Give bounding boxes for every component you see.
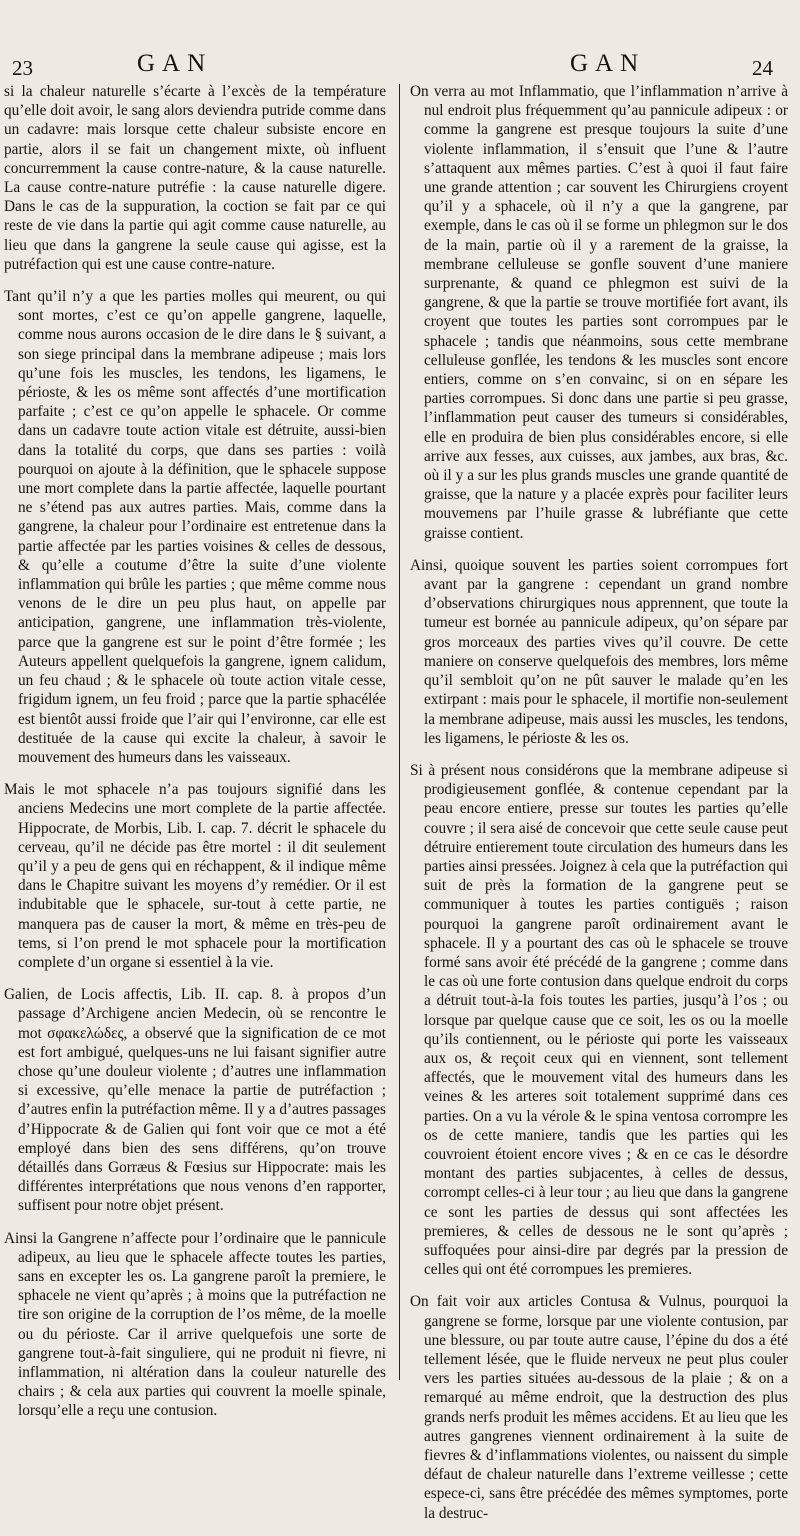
right-page-number: 24 <box>752 56 773 80</box>
left-running-head: GAN <box>137 50 213 77</box>
paragraph: Galien, de Locis affectis, Lib. II. cap. 8. à propos d’un passage d’Archigene ancien Medecin, où se rencontre le mot σφακελώδες, a observé que la signification de ce mot est fort ambigué, quelques-uns ne lui faisant signifier autre chose qu’une douleur violente ; d’autres une inflammation si excessive, qu’elle menace la partie de putréfaction ; d’autres enfin la putréfaction même. Il y a d’autres passages d’Hippocrate & de Galien qui font voir que ce mot a été employé dans bien des sens différens, qu’on trouve détaillés dans Gorræus & Fœsius sur Hippocrate: mais les différentes interprétations que nous venons d’en rapporter, suffisent pour notre objet présent. <box>4 986 386 1215</box>
paragraph: Tant qu’il n’y a que les parties molles qui meurent, ou qui sont mortes, c’est ce qu’on appelle gangrene, laquelle, comme nous aurons occasion de le dire dans le § suivant, a son siege principal dans la membrane adipeuse ; mais lors qu’une fois les muscles, les tendons, les ligamens, le périoste, & les os même sont affectés d’une mortification parfaite ; c’est ce qu’on appelle le sphacele. Or comme dans un cadavre toute action vitale est détruite, aussi-bien dans la totalité du corps, que dans ses parties : voilà pourquoi on ajoute à la définition, que le sphacele suppose une mort complete dans la partie affectée, laquelle pourtant ne s’étend pas aux autres parties. Mais, comme dans la gangrene, la chaleur pour l’ordinaire est entretenue dans la partie affectée par les parties voisines & celles de dessous, & qu’elle a coutume d’être la suite d’une violente inflammation qui brûle les parties ; que même comme nous venons de le dire un peu plus haut, on appelle par anticipation, gangrene, une inflammation très-violente, parce que la gangrene est sur le point d’être formée ; les Auteurs appellent quelquefois la gangrene, ignem calidum, un feu chaud ; & le sphacele où toute action vitale cesse, frigidum ignem, un feu froid ; parce que la partie sphacélée est bientôt aussi froide que l’air qui l’environne, car elle est destituée de la cause qui excite la chaleur, à savoir le mouvement des humeurs dans les vaisseaux. <box>4 288 386 766</box>
right-column <box>410 82 788 1536</box>
left-page-number: 23 <box>12 56 33 80</box>
paragraph: Ainsi la Gangrene n’affecte pour l’ordinaire que le pannicule adipeux, au lieu que le sphacele affecte toutes les parties, sans en excepter les os. La gangrene paroît la premiere, le sphacele ne vient qu’après ; à moins que la putréfaction ne tire son origine de la corruption de l’os même, de la moelle ou du périoste. Car il arrive quelquefois une sorte de gangrene tout-à-fait singuliere, qui ne produit ni fievre, ni inflammation, ni altération dans la couleur naturelle des chairs ; & cela aux parties qui couvrent la moelle spinale, lorsqu’elle a reçu une contusion. <box>4 1229 386 1420</box>
paragraph: On fait voir aux articles Contusa & Vulnus, pourquoi la gangrene se forme, lorsque par une violente contusion, par une blessure, ou par toute autre cause, l’épine du dos a été tellement lésée, que le fluide nerveux ne peut plus couler vers les parties situées au-dessous de la plaie ; & on a remarqué au même endroit, que la destruction des plus grands nerfs produit les mêmes accidens. Et au lieu que les autres gangrenes viennent ordinairement à la suite de fievres & d’inflammations violentes, ou naissent du simple défaut de chaleur naturelle dans l’extreme veillesse ; cette espece-ci, sans être précédée des mêmes symptomes, porte la destruc- <box>410 1293 788 1522</box>
column-divider <box>399 84 400 1380</box>
left-column <box>4 82 386 1434</box>
paragraph: si la chaleur naturelle s’écarte à l’excès de la température qu’elle doit avoir, le sang alors deviendra putride comme dans un cadavre: mais lorsque cette chaleur subsiste encore en partie, alors il se fait un changement mixte, où influent concurremment la cause contre-nature, & la cause naturelle. La cause contre-nature putréfie : la cause naturelle digere. Dans le cas de la suppuration, la coction se fait par ce qui reste de vie dans la partie qui agit comme cause naturelle, au lieu que dans la gangrene la seule cause qui agisse, est la putréfaction qui est une cause contre-nature. <box>4 83 386 273</box>
paragraph: Si à présent nous considérons que la membrane adipeuse si prodigieusement gonflée, & contenue cependant par la peau encore entiere, presse sur toutes les parties qu’elle couvre ; il sera aisé de concevoir que cette seule cause peut détruire entierement toute circulation des humeurs dans les parties ainsi pressées. Joignez à cela que la putréfaction qui suit de près la formation de la gangrene peut se communiquer à toutes les parties contiguës ; raison pourquoi la gangrene paroît ordinairement avant le sphacele. Il y a pourtant des cas où le sphacele se trouve formé sans avoir été précédé de la gangrene ; comme dans le cas où une forte contusion dans quelque endroit du corps a détruit tout-à-la fois toutes les parties, jusqu’à l’os ; ou lorsque par quelque cause que ce soit, les os ou la moelle qu’ils contiennent, ou le périoste qui porte les vaisseaux aux os, & reçoit ceux qui en viennent, sont tellement affectés, que le mouvement vital des humeurs dans les veines & les arteres soit totalement supprimé dans ces parties. On a vu la vérole & le spina ventosa corrompre les os de cette maniere, tandis que les parties qui les couvroient étoient encore vives ; & en ce cas le désordre montant des parties subjacentes, à celles de dessus, corrompt celles-ci à leur tour ; au lieu que dans la gangrene ce sont les parties de dessus qui sont affectées les premieres, & celles de dessous ne le sont qu’après ; suffoquées pour ainsi-dire par degrés par la pression de celles qui ont été corrompues les premieres. <box>410 761 788 1279</box>
paragraph: On verra au mot Inflammatio, que l’inflammation n’arrive à nul endroit plus fréquemment qu’au pannicule adipeux : or comme la gangrene est presque toujours la suite d’une violente inflammation, il s’ensuit que l’une & l’autre s’attaquent aux mêmes parties. C’est à quoi il faut faire une grande attention ; car souvent les Chirurgiens croyent qu’il y a sphacele, où il n’y a que la gangrene, par exemple, dans le cas où il se forme un phlegmon sur le dos de la main, partie où il y a rarement de la graisse, la membrane celluleuse se gonfle souvent d’une maniere surprenante, & quand ce phlegmon est suivi de la gangrene, & que la partie se trouve mortifiée fort avant, ils croyent que toutes les parties sont corrompues par le sphacele ; tandis que néanmoins, sous cette membrane celluleuse gonflée, les tendons & les muscles sont encore entiers, comme on s’en convainc, si on en sépare les parties corrompues. Si donc dans une partie si peu grasse, l’inflammation peut causer des tumeurs si considérables, elle en produira de bien plus considérables encore, si elle arrive aux fesses, aux cuisses, aux jambes, aux bras, &c. où il y a sur les plus grands muscles une grande quantité de graisse, que la nature y a placée exprès pour faciliter leurs mouvemens par l’huile grasse & lubréfiante que cette graisse contient. <box>410 83 788 542</box>
paragraph: Mais le mot sphacele n’a pas toujours signifié dans les anciens Medecins une mort complete de la partie affectée. Hippocrate, de Morbis, Lib. I. cap. 7. décrit le sphacele du cerveau, qu’il ne décide pas être mortel : il dit seulement qu’il y a peu de gens qui en réchappent, & il indique même dans le Chapitre suivant les moyens d’y remédier. Or il est indubitable que le sphacele, sur-tout à cette partie, ne manquera pas de causer la mort, & même en très-peu de tems, si l’on prend le mot sphacele pour la mortification complete d’un organe si essentiel à la vie. <box>4 781 386 971</box>
paragraph: Ainsi, quoique souvent les parties soient corrompues fort avant par la gangrene : cependant un grand nombre d’observations chirurgiques nous apprennent, que toute la tumeur est bornée au pannicule adipeux, qu’on sépare par gros morceaux des parties vives qu’il couvre. De cette maniere on conserve quelquefois des membres, lors même qu’il sembloit qu’on ne pût sauver le malade qu’en les extirpant : mais pour le sphacele, il mortifie non-seulement la membrane adipeuse, mais aussi les muscles, les tendons, les ligamens, le périoste & les os. <box>410 556 788 747</box>
right-running-head: GAN <box>570 50 646 77</box>
